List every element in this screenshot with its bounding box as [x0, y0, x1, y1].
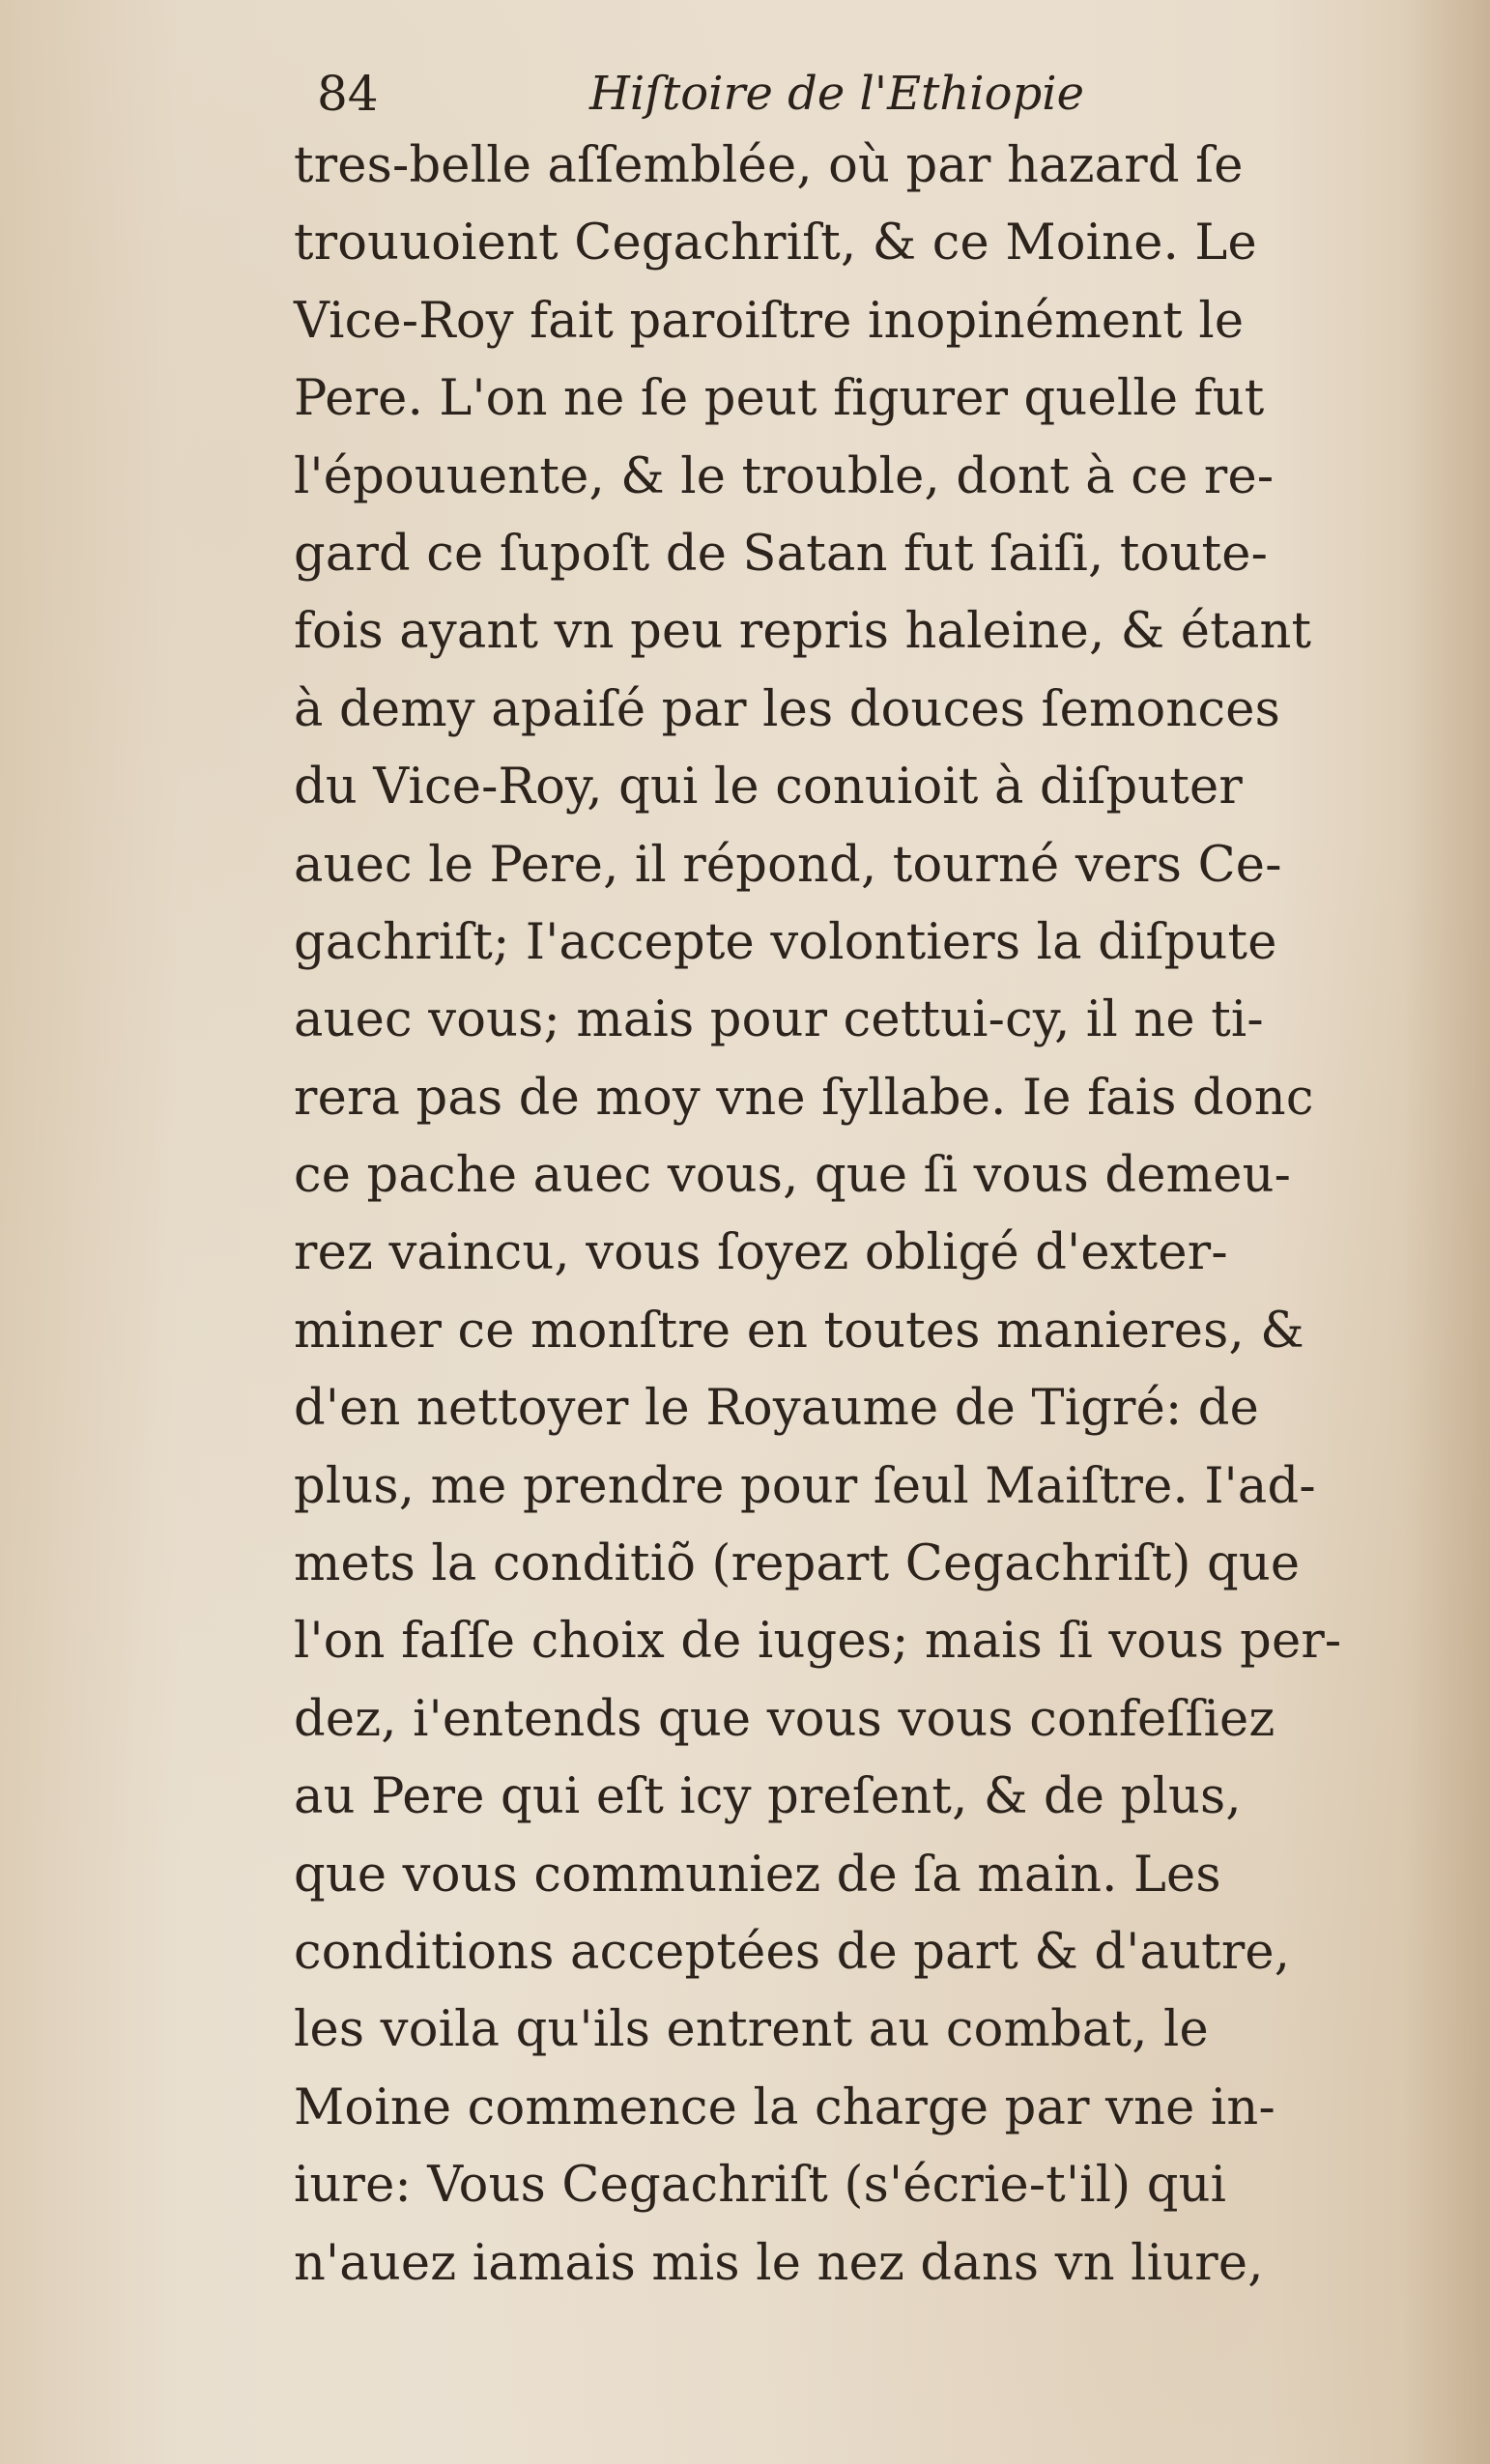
gutter-shadow	[1403, 0, 1490, 2464]
page-header	[307, 60, 1177, 128]
text-line: à demy apaiſé par les douces ſemonces	[294, 680, 1280, 738]
text-line: n'auez iamais mis le nez dans vn liure,	[294, 2234, 1264, 2292]
text-line: iure: Vous Cegachriſt (s'écrie-t'il) qui	[294, 2157, 1227, 2215]
page-number: 84	[317, 66, 379, 122]
text-line: ce pache auec vous, que ſi vous demeu-	[294, 1147, 1292, 1205]
text-line: auec vous; mais pour cettui-cy, il ne ti-	[294, 991, 1264, 1049]
text-line: rera pas de moy vne ſyllabe. Ie fais donc	[294, 1069, 1314, 1127]
text-line: mets la conditiõ (repart Cegachriſt) que	[294, 1535, 1301, 1593]
text-line: fois ayant vn peu repris haleine, & étant	[294, 603, 1312, 661]
text-line: dez, i'entends que vous vous confeſſiez	[294, 1690, 1275, 1748]
text-line: tres-belle aſſemblée, où par hazard ſe	[294, 137, 1244, 194]
text-line: l'épouuente, & le trouble, dont à ce re-	[294, 447, 1275, 505]
text-line: au Pere qui eſt icy preſent, & de plus,	[294, 1768, 1242, 1826]
text-line: trouuoient Cegachriſt, & ce Moine. Le	[294, 215, 1257, 272]
text-line: d'en nettoyer le Royaume de Tigré: de	[294, 1380, 1260, 1438]
text-line: l'on faſſe choix de iuges; mais ſi vous per-	[294, 1613, 1342, 1671]
text-line: auec le Pere, il répond, tourné vers Ce-	[294, 836, 1282, 894]
text-line: gard ce ſupoſt de Satan fut ſaiſi, toute-	[294, 525, 1269, 583]
text-line: du Vice-Roy, qui le conuioit à diſputer	[294, 759, 1244, 817]
body-text	[294, 128, 1395, 2303]
text-line: Pere. L'on ne ſe peut figurer quelle fut	[294, 370, 1265, 428]
text-line: que vous communiez de ſa main. Les	[294, 1846, 1221, 1904]
text-line: rez vaincu, vous ſoyez obligé d'exter-	[294, 1224, 1228, 1282]
text-line: Vice-Roy fait paroiſtre inopinément le	[294, 292, 1245, 350]
running-title: Hiſtoire de l'Ethiopie	[589, 67, 1085, 121]
text-line: miner ce monſtre en toutes manieres, &	[294, 1302, 1304, 1360]
text-line: gachriſt; I'accepte volontiers la diſpute	[294, 913, 1277, 971]
text-line: les voila qu'ils entrent au combat, le	[294, 2001, 1209, 2059]
text-line: Moine commence la charge par vne in-	[294, 2078, 1275, 2136]
text-line: conditions acceptées de part & d'autre,	[294, 1923, 1291, 1981]
text-line: plus, me prendre pour ſeul Maiſtre. I'ad-	[294, 1457, 1316, 1515]
